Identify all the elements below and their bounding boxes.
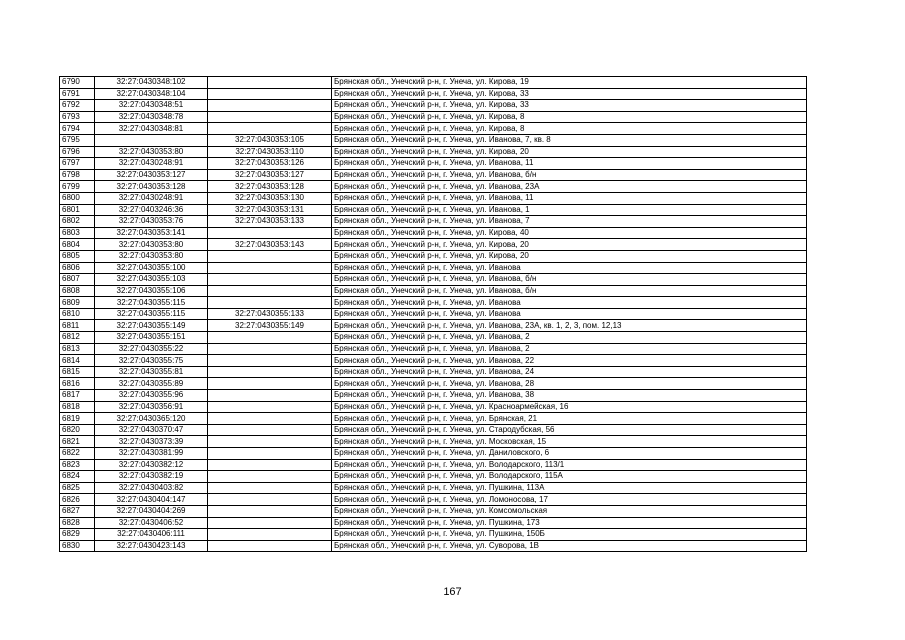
related-cadastral-number-cell: 32:27:0430353:105 bbox=[208, 134, 332, 146]
row-number-cell: 6813 bbox=[60, 343, 95, 355]
table-row bbox=[60, 401, 807, 413]
table-row bbox=[60, 262, 807, 274]
cadastral-number-cell: 32:27:0430348:104 bbox=[95, 88, 208, 100]
cadastral-number-cell: 32:27:0430355:149 bbox=[95, 320, 208, 332]
table-row bbox=[60, 413, 807, 425]
cadastral-number-cell: 32:27:0430353:80 bbox=[95, 146, 208, 158]
table-row bbox=[60, 505, 807, 517]
address-cell: Брянская обл., Унечский р-н, г. Унеча, ул. Иванова bbox=[332, 297, 807, 309]
row-number-cell: 6809 bbox=[60, 297, 95, 309]
cadastral-number-cell: 32:27:0430382:12 bbox=[95, 459, 208, 471]
row-number-cell: 6806 bbox=[60, 262, 95, 274]
related-cadastral-number-cell: 32:27:0430353:126 bbox=[208, 158, 332, 170]
related-cadastral-number-cell bbox=[208, 471, 332, 483]
row-number-cell: 6818 bbox=[60, 401, 95, 413]
table-row bbox=[60, 192, 807, 204]
cadastral-number-cell: 32:27:0430406:52 bbox=[95, 517, 208, 529]
row-number-cell: 6803 bbox=[60, 227, 95, 239]
table-row bbox=[60, 517, 807, 529]
address-cell: Брянская обл., Унечский р-н, г. Унеча, ул. Красноармейская, 16 bbox=[332, 401, 807, 413]
table-row bbox=[60, 332, 807, 344]
related-cadastral-number-cell bbox=[208, 77, 332, 89]
address-cell: Брянская обл., Унечский р-н, г. Унеча, ул. Иванова, 11 bbox=[332, 192, 807, 204]
related-cadastral-number-cell bbox=[208, 297, 332, 309]
related-cadastral-number-cell bbox=[208, 459, 332, 471]
address-cell: Брянская обл., Унечский р-н, г. Унеча, ул. Кирова, 8 bbox=[332, 111, 807, 123]
row-number-cell: 6812 bbox=[60, 332, 95, 344]
table-row bbox=[60, 274, 807, 286]
table-row bbox=[60, 123, 807, 135]
address-cell: Брянская обл., Унечский р-н, г. Унеча, ул. Иванова bbox=[332, 262, 807, 274]
cadastral-number-cell: 32:27:0430356:91 bbox=[95, 401, 208, 413]
address-cell: Брянская обл., Унечский р-н, г. Унеча, ул. Стародубская, 56 bbox=[332, 424, 807, 436]
address-cell: Брянская обл., Унечский р-н, г. Унеча, ул. Иванова, 24 bbox=[332, 366, 807, 378]
address-cell: Брянская обл., Унечский р-н, г. Унеча, ул. Иванова, 11 bbox=[332, 158, 807, 170]
row-number-cell: 6799 bbox=[60, 181, 95, 193]
row-number-cell: 6810 bbox=[60, 308, 95, 320]
table-row bbox=[60, 540, 807, 552]
row-number-cell: 6795 bbox=[60, 134, 95, 146]
table-row bbox=[60, 181, 807, 193]
address-cell: Брянская обл., Унечский р-н, г. Унеча, ул. Пушкина, 150Б bbox=[332, 529, 807, 541]
registry-table bbox=[59, 76, 807, 552]
registry-table-body bbox=[60, 77, 807, 552]
related-cadastral-number-cell bbox=[208, 227, 332, 239]
table-row bbox=[60, 448, 807, 460]
related-cadastral-number-cell bbox=[208, 517, 332, 529]
table-row bbox=[60, 343, 807, 355]
cadastral-number-cell: 32:27:0430348:78 bbox=[95, 111, 208, 123]
table-row bbox=[60, 158, 807, 170]
address-cell: Брянская обл., Унечский р-н, г. Унеча, ул. Иванова bbox=[332, 308, 807, 320]
related-cadastral-number-cell bbox=[208, 540, 332, 552]
cadastral-number-cell: 32:27:0430423:143 bbox=[95, 540, 208, 552]
row-number-cell: 6802 bbox=[60, 216, 95, 228]
row-number-cell: 6801 bbox=[60, 204, 95, 216]
related-cadastral-number-cell: 32:27:0430353:133 bbox=[208, 216, 332, 228]
related-cadastral-number-cell: 32:27:0430353:110 bbox=[208, 146, 332, 158]
table-row bbox=[60, 424, 807, 436]
table-row bbox=[60, 216, 807, 228]
table-row bbox=[60, 204, 807, 216]
address-cell: Брянская обл., Унечский р-н, г. Унеча, ул. Володарского, 115А bbox=[332, 471, 807, 483]
address-cell: Брянская обл., Унечский р-н, г. Унеча, ул. Кирова, 33 bbox=[332, 88, 807, 100]
address-cell: Брянская обл., Унечский р-н, г. Унеча, ул. Иванова, 28 bbox=[332, 378, 807, 390]
related-cadastral-number-cell bbox=[208, 448, 332, 460]
related-cadastral-number-cell bbox=[208, 343, 332, 355]
address-cell: Брянская обл., Унечский р-н, г. Унеча, ул. Суворова, 1В bbox=[332, 540, 807, 552]
cadastral-number-cell: 32:27:0430382:19 bbox=[95, 471, 208, 483]
cadastral-number-cell: 32:27:0430355:100 bbox=[95, 262, 208, 274]
cadastral-number-cell: 32:27:0430353:76 bbox=[95, 216, 208, 228]
table-row bbox=[60, 482, 807, 494]
cadastral-number-cell: 32:27:0430406:111 bbox=[95, 529, 208, 541]
row-number-cell: 6815 bbox=[60, 366, 95, 378]
table-row bbox=[60, 436, 807, 448]
row-number-cell: 6829 bbox=[60, 529, 95, 541]
address-cell: Брянская обл., Унечский р-н, г. Унеча, ул. Володарского, 113/1 bbox=[332, 459, 807, 471]
address-cell: Брянская обл., Унечский р-н, г. Унеча, ул. Иванова, 38 bbox=[332, 390, 807, 402]
cadastral-number-cell: 32:27:0430355:115 bbox=[95, 308, 208, 320]
address-cell: Брянская обл., Унечский р-н, г. Унеча, ул. Московская, 15 bbox=[332, 436, 807, 448]
cadastral-number-cell: 32:27:0430353:80 bbox=[95, 239, 208, 251]
row-number-cell: 6807 bbox=[60, 274, 95, 286]
cadastral-number-cell: 32:27:0430355:115 bbox=[95, 297, 208, 309]
row-number-cell: 6811 bbox=[60, 320, 95, 332]
table-row bbox=[60, 320, 807, 332]
related-cadastral-number-cell: 32:27:0430353:130 bbox=[208, 192, 332, 204]
related-cadastral-number-cell bbox=[208, 401, 332, 413]
address-cell: Брянская обл., Унечский р-н, г. Унеча, ул. Ломоносова, 17 bbox=[332, 494, 807, 506]
table-row bbox=[60, 366, 807, 378]
row-number-cell: 6804 bbox=[60, 239, 95, 251]
address-cell: Брянская обл., Унечский р-н, г. Унеча, ул. Даниловского, 6 bbox=[332, 448, 807, 460]
row-number-cell: 6826 bbox=[60, 494, 95, 506]
related-cadastral-number-cell: 32:27:0430353:128 bbox=[208, 181, 332, 193]
related-cadastral-number-cell bbox=[208, 355, 332, 367]
cadastral-number-cell: 32:27:0430373:39 bbox=[95, 436, 208, 448]
related-cadastral-number-cell bbox=[208, 390, 332, 402]
row-number-cell: 6830 bbox=[60, 540, 95, 552]
address-cell: Брянская обл., Унечский р-н, г. Унеча, ул. Иванова, 7 bbox=[332, 216, 807, 228]
address-cell: Брянская обл., Унечский р-н, г. Унеча, ул. Иванова, 2 bbox=[332, 332, 807, 344]
row-number-cell: 6828 bbox=[60, 517, 95, 529]
related-cadastral-number-cell bbox=[208, 505, 332, 517]
row-number-cell: 6821 bbox=[60, 436, 95, 448]
row-number-cell: 6798 bbox=[60, 169, 95, 181]
related-cadastral-number-cell bbox=[208, 529, 332, 541]
table-row bbox=[60, 308, 807, 320]
cadastral-number-cell: 32:27:0430355:75 bbox=[95, 355, 208, 367]
table-row bbox=[60, 459, 807, 471]
related-cadastral-number-cell: 32:27:0430355:133 bbox=[208, 308, 332, 320]
table-row bbox=[60, 169, 807, 181]
related-cadastral-number-cell: 32:27:0430353:131 bbox=[208, 204, 332, 216]
related-cadastral-number-cell: 32:27:0430353:143 bbox=[208, 239, 332, 251]
address-cell: Брянская обл., Унечский р-н, г. Унеча, ул. Иванова, 2 bbox=[332, 343, 807, 355]
address-cell: Брянская обл., Унечский р-н, г. Унеча, ул. Иванова, 7, кв. 8 bbox=[332, 134, 807, 146]
address-cell: Брянская обл., Унечский р-н, г. Унеча, ул. Комсомольская bbox=[332, 505, 807, 517]
row-number-cell: 6808 bbox=[60, 285, 95, 297]
related-cadastral-number-cell bbox=[208, 88, 332, 100]
cadastral-number-cell: 32:27:0430355:22 bbox=[95, 343, 208, 355]
row-number-cell: 6817 bbox=[60, 390, 95, 402]
table-row bbox=[60, 250, 807, 262]
table-row bbox=[60, 77, 807, 89]
related-cadastral-number-cell bbox=[208, 100, 332, 112]
table-row bbox=[60, 227, 807, 239]
table-row bbox=[60, 297, 807, 309]
address-cell: Брянская обл., Унечский р-н, г. Унеча, ул. Иванова, б/н bbox=[332, 169, 807, 181]
cadastral-number-cell bbox=[95, 134, 208, 146]
row-number-cell: 6791 bbox=[60, 88, 95, 100]
cadastral-number-cell: 32:27:0430355:96 bbox=[95, 390, 208, 402]
address-cell: Брянская обл., Унечский р-н, г. Унеча, ул. Иванова, 22 bbox=[332, 355, 807, 367]
address-cell: Брянская обл., Унечский р-н, г. Унеча, ул. Кирова, 20 bbox=[332, 239, 807, 251]
cadastral-number-cell: 32:27:0430355:81 bbox=[95, 366, 208, 378]
table-row bbox=[60, 471, 807, 483]
table-row bbox=[60, 378, 807, 390]
row-number-cell: 6794 bbox=[60, 123, 95, 135]
cadastral-number-cell: 32:27:0430355:151 bbox=[95, 332, 208, 344]
address-cell: Брянская обл., Унечский р-н, г. Унеча, ул. Пушкина, 173 bbox=[332, 517, 807, 529]
table-row bbox=[60, 285, 807, 297]
related-cadastral-number-cell bbox=[208, 366, 332, 378]
related-cadastral-number-cell: 32:27:0430355:149 bbox=[208, 320, 332, 332]
table-row bbox=[60, 100, 807, 112]
related-cadastral-number-cell bbox=[208, 424, 332, 436]
cadastral-number-cell: 32:27:0430348:51 bbox=[95, 100, 208, 112]
page-number: 167 bbox=[443, 586, 462, 598]
row-number-cell: 6823 bbox=[60, 459, 95, 471]
address-cell: Брянская обл., Унечский р-н, г. Унеча, ул. Иванова, 1 bbox=[332, 204, 807, 216]
row-number-cell: 6814 bbox=[60, 355, 95, 367]
cadastral-number-cell: 32:27:0430353:127 bbox=[95, 169, 208, 181]
table-row bbox=[60, 529, 807, 541]
cadastral-number-cell: 32:27:0430370:47 bbox=[95, 424, 208, 436]
address-cell: Брянская обл., Унечский р-н, г. Унеча, ул. Кирова, 8 bbox=[332, 123, 807, 135]
table-row bbox=[60, 134, 807, 146]
address-cell: Брянская обл., Унечский р-н, г. Унеча, ул. Кирова, 33 bbox=[332, 100, 807, 112]
cadastral-number-cell: 32:27:0430248:91 bbox=[95, 158, 208, 170]
related-cadastral-number-cell bbox=[208, 494, 332, 506]
cadastral-number-cell: 32:27:0403246:36 bbox=[95, 204, 208, 216]
cadastral-number-cell: 32:27:0430404:269 bbox=[95, 505, 208, 517]
related-cadastral-number-cell: 32:27:0430353:127 bbox=[208, 169, 332, 181]
address-cell: Брянская обл., Унечский р-н, г. Унеча, ул. Кирова, 19 bbox=[332, 77, 807, 89]
row-number-cell: 6824 bbox=[60, 471, 95, 483]
related-cadastral-number-cell bbox=[208, 262, 332, 274]
row-number-cell: 6792 bbox=[60, 100, 95, 112]
table-row bbox=[60, 88, 807, 100]
row-number-cell: 6816 bbox=[60, 378, 95, 390]
cadastral-number-cell: 32:27:0430403:82 bbox=[95, 482, 208, 494]
related-cadastral-number-cell bbox=[208, 436, 332, 448]
cadastral-number-cell: 32:27:0430365:120 bbox=[95, 413, 208, 425]
row-number-cell: 6796 bbox=[60, 146, 95, 158]
row-number-cell: 6805 bbox=[60, 250, 95, 262]
related-cadastral-number-cell bbox=[208, 285, 332, 297]
row-number-cell: 6797 bbox=[60, 158, 95, 170]
row-number-cell: 6825 bbox=[60, 482, 95, 494]
address-cell: Брянская обл., Унечский р-н, г. Унеча, ул. Иванова, 23А bbox=[332, 181, 807, 193]
cadastral-number-cell: 32:27:0430355:106 bbox=[95, 285, 208, 297]
row-number-cell: 6820 bbox=[60, 424, 95, 436]
row-number-cell: 6800 bbox=[60, 192, 95, 204]
table-row bbox=[60, 494, 807, 506]
address-cell: Брянская обл., Унечский р-н, г. Унеча, ул. Пушкина, 113А bbox=[332, 482, 807, 494]
address-cell: Брянская обл., Унечский р-н, г. Унеча, ул. Иванова, б/н bbox=[332, 285, 807, 297]
table-row bbox=[60, 111, 807, 123]
related-cadastral-number-cell bbox=[208, 274, 332, 286]
cadastral-number-cell: 32:27:0430348:102 bbox=[95, 77, 208, 89]
row-number-cell: 6793 bbox=[60, 111, 95, 123]
related-cadastral-number-cell bbox=[208, 482, 332, 494]
related-cadastral-number-cell bbox=[208, 378, 332, 390]
cadastral-number-cell: 32:27:0430248:91 bbox=[95, 192, 208, 204]
table-row bbox=[60, 146, 807, 158]
cadastral-number-cell: 32:27:0430353:141 bbox=[95, 227, 208, 239]
table-row bbox=[60, 355, 807, 367]
cadastral-number-cell: 32:27:0430355:103 bbox=[95, 274, 208, 286]
cadastral-number-cell: 32:27:0430404:147 bbox=[95, 494, 208, 506]
address-cell: Брянская обл., Унечский р-н, г. Унеча, ул. Брянская, 21 bbox=[332, 413, 807, 425]
cadastral-number-cell: 32:27:0430381:99 bbox=[95, 448, 208, 460]
related-cadastral-number-cell bbox=[208, 123, 332, 135]
address-cell: Брянская обл., Унечский р-н, г. Унеча, ул. Кирова, 20 bbox=[332, 250, 807, 262]
row-number-cell: 6827 bbox=[60, 505, 95, 517]
table-row bbox=[60, 239, 807, 251]
row-number-cell: 6790 bbox=[60, 77, 95, 89]
address-cell: Брянская обл., Унечский р-н, г. Унеча, ул. Кирова, 20 bbox=[332, 146, 807, 158]
address-cell: Брянская обл., Унечский р-н, г. Унеча, ул. Иванова, б/н bbox=[332, 274, 807, 286]
row-number-cell: 6822 bbox=[60, 448, 95, 460]
related-cadastral-number-cell bbox=[208, 413, 332, 425]
cadastral-number-cell: 32:27:0430355:89 bbox=[95, 378, 208, 390]
row-number-cell: 6819 bbox=[60, 413, 95, 425]
address-cell: Брянская обл., Унечский р-н, г. Унеча, ул. Кирова, 40 bbox=[332, 227, 807, 239]
related-cadastral-number-cell bbox=[208, 250, 332, 262]
table-row bbox=[60, 390, 807, 402]
cadastral-number-cell: 32:27:0430353:128 bbox=[95, 181, 208, 193]
cadastral-number-cell: 32:27:0430348:81 bbox=[95, 123, 208, 135]
cadastral-number-cell: 32:27:0430353:80 bbox=[95, 250, 208, 262]
address-cell: Брянская обл., Унечский р-н, г. Унеча, ул. Иванова, 23А, кв. 1, 2, 3, пом. 12,13 bbox=[332, 320, 807, 332]
related-cadastral-number-cell bbox=[208, 332, 332, 344]
related-cadastral-number-cell bbox=[208, 111, 332, 123]
